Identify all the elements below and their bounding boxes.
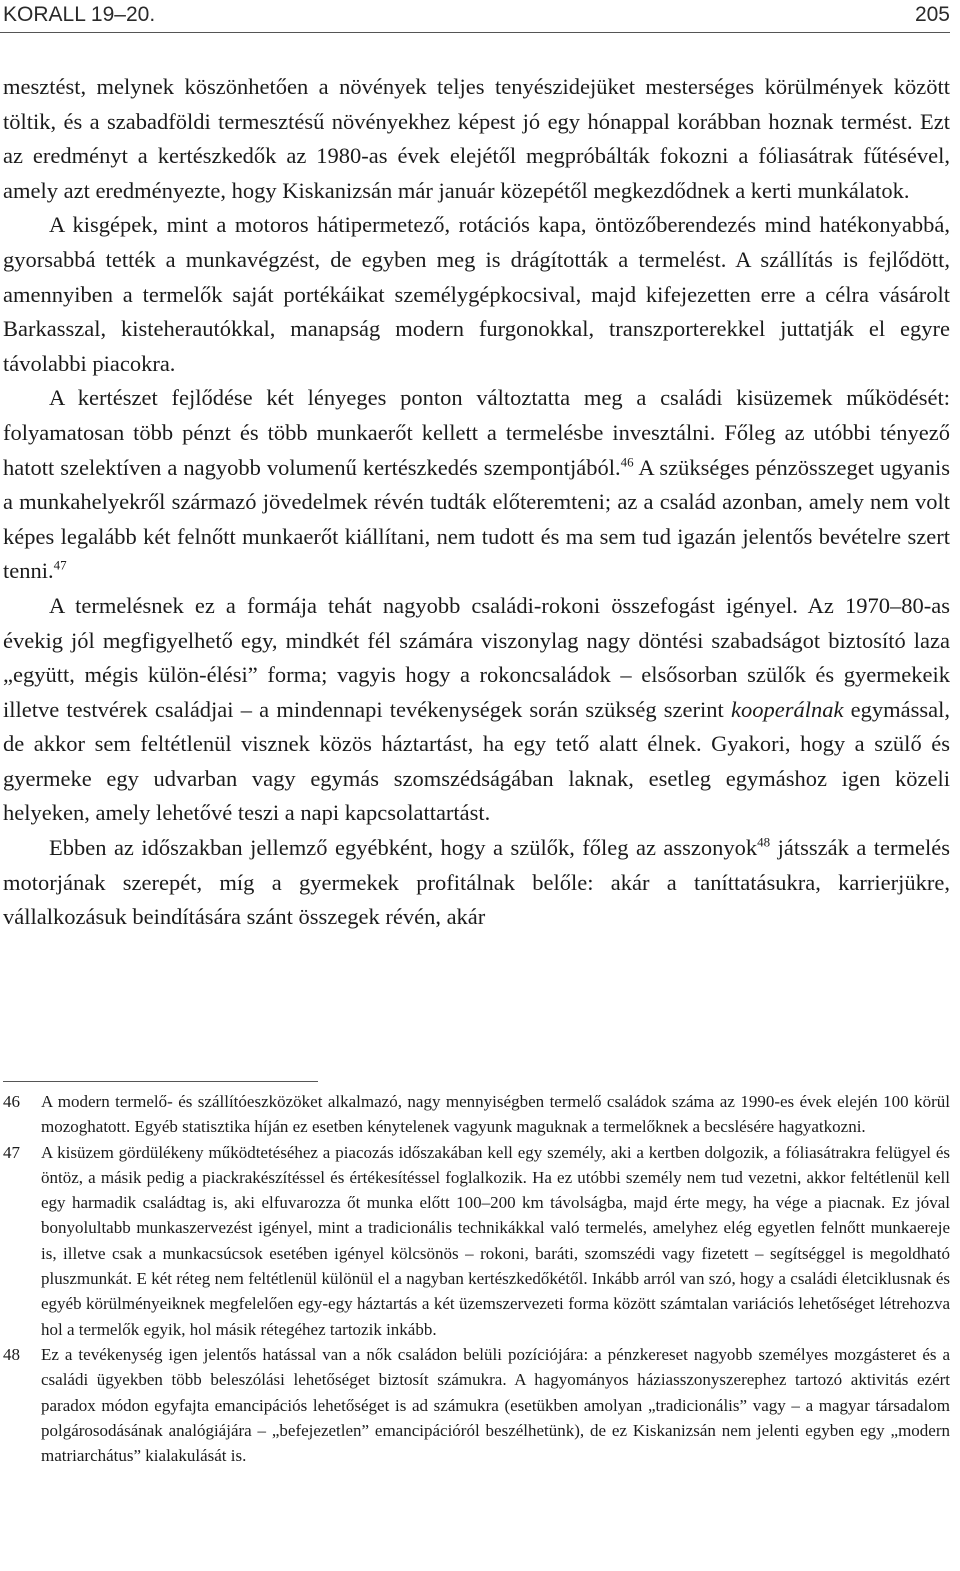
main-text: [3, 70, 950, 935]
paragraph-1: mesztést, melynek köszönhetően a növények teljes tenyészidejüket mesterséges körülmények között töltik, és a szabadföldi termesztésű növényekhez képest jó egy hónappal korábban hoznak termést. Ezt az eredményt a kertészkedők az 1980-as évek elejétől megpróbálták fokozni a fóliasátrak fűtésével, amely azt eredményezte, hogy Kiskanizsán már január közepétől megkezdődnek a kerti munkálatok.: [3, 74, 950, 203]
paragraph-5-text-a: Ebben az időszakban jellemző egyébként, hogy a szülők, főleg az asszonyok: [49, 835, 758, 861]
footnote-rule: [3, 1081, 318, 1082]
journal-title: KORALL 19–20.: [3, 3, 156, 26]
paragraph-3-text-a: A kertészet fejlődése két lényeges ponton változtatta meg a családi kisüzemek működését: folyamatosan több pénzt és több munkaerőt kellett a termelésbe invesztálni. Főleg az utóbbi tényező hatott szelektíven a nagyobb volumenű kertészkedés szempontjából.: [3, 385, 950, 480]
paragraph-4-text-a: A termelésnek ez a formája tehát nagyobb családi-rokoni összefogást igényel. Az 1970–80-as évekig jól megfigyelhető egy, mindkét fél számára viszonylag nagy döntési szabadságot biztosító laza „együtt, mégis külön-élési” forma; vagyis hogy a rokoncsaládok – elsősorban szülők és gyermekeik illetve testvérek családjai – a mindennapi tevékenységek során szükség szerint: [3, 592, 950, 722]
paragraph-4-emphasis: kooperálnak: [730, 696, 844, 722]
footnote-text: A kisüzem gördülékeny működtetéséhez a piacozás időszakában kell egy személy, aki a kertben dolgozik, a fóliasátrakra felügyel és öntöz, a másik pedig a piackrakészítéssel és értékesítéssel foglalkozik. Ha ez utóbbi személy nem tud vezetni, akkor feltétlenül kell egy harmadik családtag is, aki elfuvarozza őt munka előtt 100–200 km távolságba, majd érte megy, ha vége a piacnak. Ez jóval bonyolultabb munkaszervezést igényel, mint a tradicionális technikákkal való termelés, amelyhez elég egyetlen felnőtt munkaereje is, illetve csak a munkacsúcsok esetében igényel kölcsönös – rokoni, baráti, szomszédi vagy fizetett – segítséggel is megoldható pluszmunkát. E két réteg nem feltétlenül különül el a nagyban kertészkedőkétől. Inkább arról van szó, hogy a családi életciklusnak és egyéb körülményeiknek megfelelően egy-egy háztartás a két üzemszervezeti forma között számtalan variációs lehetőséget létrehozva hol a termelők egyik, hol másik rétegéhez tartozik inkább.: [41, 1142, 950, 1339]
paragraph-3-text-b: A szükséges pénzösszeget ugyanis a munkahelyekről származó jövedelmek révén tudták előteremteni; az a család azonban, amely nem volt képes legalább két felnőtt munkaerőt kiállítani, nem tudott és ma sem tud igazán jelentős bevételre szert tenni.: [3, 454, 950, 584]
paragraph-2: A kisgépek, mint a motoros hátipermetező, rotációs kapa, öntözőberendezés mind hatékonyabbá, gyorsabbá tették a munkavégzést, de egyben meg is drágították a termelést. A szállítás is fejlődött, amennyiben a termelők saját portékáikat személygépkocsival, majd kifejezetten erre a célra vásárolt Barkasszal, kisteherautókkal, manapság modern furgonokkal, transzporterekkel juttatják el egyre távolabbi piacokra.: [3, 212, 950, 376]
paragraph-4-text-b: egymással, de akkor sem feltétlenül visznek közös háztartást, ha egy tető alatt élnek. Gyakori, hogy a szülő és gyermeke egy udvarban vagy egymás szomszédságában laknak, esetleg egymáshoz igen közeli helyeken, amely lehetővé teszi a napi kapcsolattartást.: [3, 696, 950, 826]
footnote-ref-47: 47: [53, 557, 67, 573]
paragraph-5: [3, 831, 950, 935]
footnote-text: Ez a tevékenység igen jelentős hatással van a nők családon belüli pozíciójára: a pénzkereset nagyobb személyes mozgásteret és a családi ügyekben több beleszólási lehetőséget biztosít számukra. A hagyományos háziasszonyszerephez tartozó aktivitás ezért paradox módon egyfajta emancipációs lehetőséget is ad számukra (esetükben amolyan „tradicionális” vagy – a magyar társadalom polgárosodásának analógiájára – „befejezetlen” emancipációról beszélhetünk), de ez Kiskanizsán nem jelenti egyben egy „modern matriarchátus” kialakulását is.: [41, 1344, 950, 1466]
footnotes: [3, 1089, 950, 1468]
footnote-ref-46: 46: [620, 454, 634, 470]
header-rule: [0, 32, 950, 33]
footnote-number: 47: [3, 1142, 20, 1162]
footnote-ref-48: 48: [757, 834, 771, 850]
footnote-text: A modern termelő- és szállítóeszközöket alkalmazó, nagy mennyiségben termelő családok száma az 1990-es évek elején 100 körül mozoghatott. Egyéb statisztika híján ez esetben kénytelenek vagyunk maguknak a termelőknek a becslésére hagyatkozni.: [41, 1092, 950, 1137]
footnote-47: [3, 1140, 950, 1342]
footnote-number: 46: [3, 1092, 20, 1111]
page-number: 205: [914, 3, 950, 26]
footnote-46: [3, 1089, 950, 1140]
footnote-48: [3, 1342, 950, 1468]
paragraph-3: [3, 381, 950, 589]
running-header: [3, 0, 950, 32]
paragraph-5-text-b: játsszák a termelés motorjának szerepét, míg a gyermekek profitálnak belőle: akár a taníttatásukra, karrierjükre, vállalkozásuk beindítására szánt összegek révén, akár: [3, 835, 950, 930]
footnote-number: 48: [3, 1344, 20, 1364]
paragraph-4: [3, 589, 950, 831]
